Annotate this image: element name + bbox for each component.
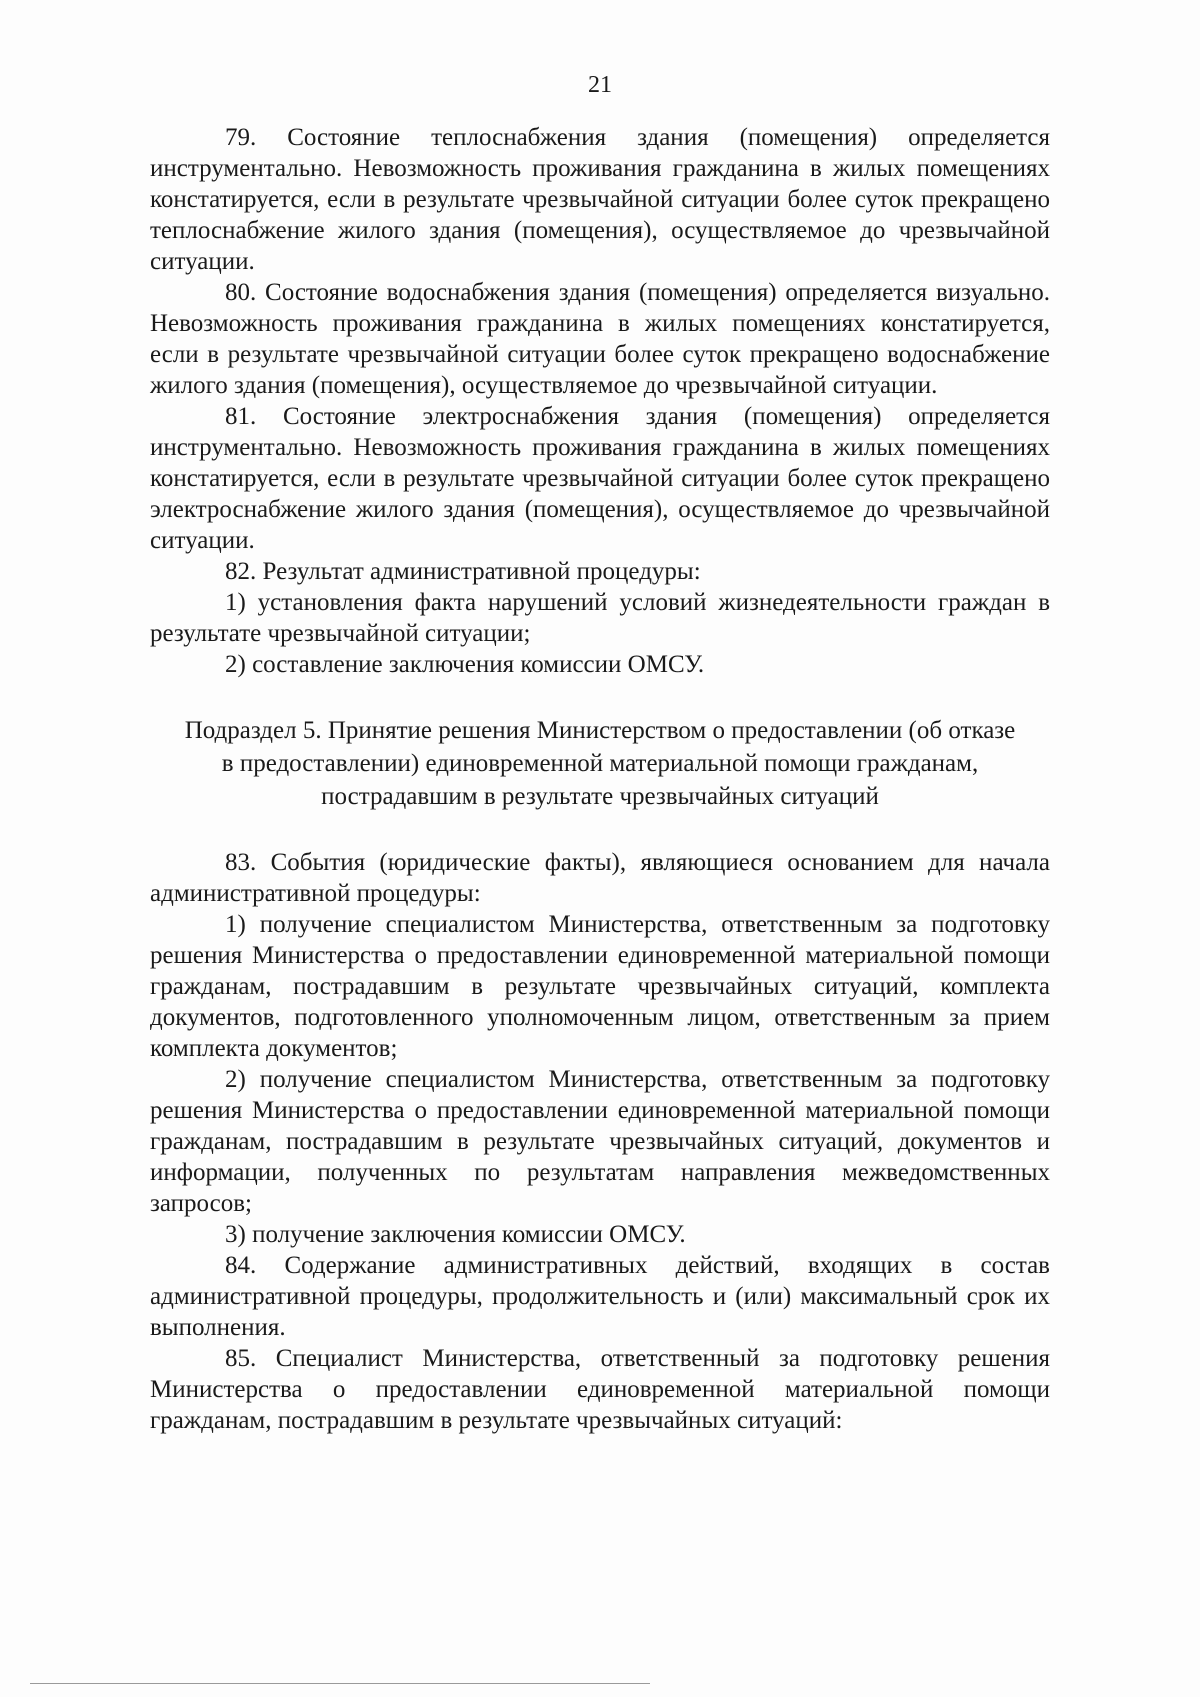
bottom-scan-line [30, 1683, 650, 1684]
section-title-line-2: в предоставлении) единовременной материальной помощи гражданам, [221, 750, 979, 777]
section-title [150, 714, 1050, 813]
paragraph-84: 84. Содержание административных действий, входящих в состав административной процедуры, продолжительность и (или) максимальный срок их выполнения. [150, 1252, 1050, 1341]
paragraph-83: 83. События (юридические факты), являющиеся основанием для начала административной процедуры: [150, 849, 1050, 907]
paragraph-81: 81. Состояние электроснабжения здания (помещения) определяется инструментально. Невозможность проживания гражданина в жилых помещениях констатируется, если в результате чрезвычайной ситуации более суток прекращено электроснабжение жилого здания (помещения), осуществляемое до чрезвычайной ситуации. [150, 403, 1050, 554]
document-body [150, 122, 1050, 1436]
list-item-83-3: 3) получение заключения комиссии ОМСУ. [225, 1221, 686, 1248]
section-title-line-1: Подраздел 5. Принятие решения Министерством о предоставлении (об отказе [184, 717, 1016, 744]
list-item-83-1: 1) получение специалистом Министерства, ответственным за подготовку решения Министерства о предоставлении единовременной материальной помощи гражданам, пострадавшим в результате чрезвычайных ситуаций, комплекта документов, подготовленного уполномоченным лицом, ответственным за прием комплекта документов; [150, 911, 1050, 1062]
list-item-82-1: 1) установления факта нарушений условий жизнедеятельности граждан в результате чрезвычайной ситуации; [150, 589, 1050, 647]
paragraph-79: 79. Состояние теплоснабжения здания (помещения) определяется инструментально. Невозможность проживания гражданина в жилых помещениях констатируется, если в результате чрезвычайной ситуации более суток прекращено теплоснабжение жилого здания (помещения), осуществляемое до чрезвычайной ситуации. [150, 124, 1050, 275]
list-item-83-2: 2) получение специалистом Министерства, ответственным за подготовку решения Министерства о предоставлении единовременной материальной помощи гражданам, пострадавшим в результате чрезвычайных ситуаций, документов и информации, полученных по результатам направления межведомственных запросов; [150, 1066, 1050, 1217]
paragraph-80: 80. Состояние водоснабжения здания (помещения) определяется визуально. Невозможность проживания гражданина в жилых помещениях констатируется, если в результате чрезвычайной ситуации более суток прекращено водоснабжение жилого здания (помещения), осуществляемое до чрезвычайной ситуации. [150, 279, 1050, 399]
section-title-line-3: пострадавшим в результате чрезвычайных ситуаций [321, 783, 879, 810]
paragraph-85: 85. Специалист Министерства, ответственный за подготовку решения Министерства о предоставлении единовременной материальной помощи гражданам, пострадавшим в результате чрезвычайных ситуаций: [150, 1345, 1050, 1434]
paragraph-82: 82. Результат административной процедуры: [225, 558, 701, 585]
list-item-82-2: 2) составление заключения комиссии ОМСУ. [225, 651, 705, 678]
page-number: 21 [588, 72, 612, 98]
